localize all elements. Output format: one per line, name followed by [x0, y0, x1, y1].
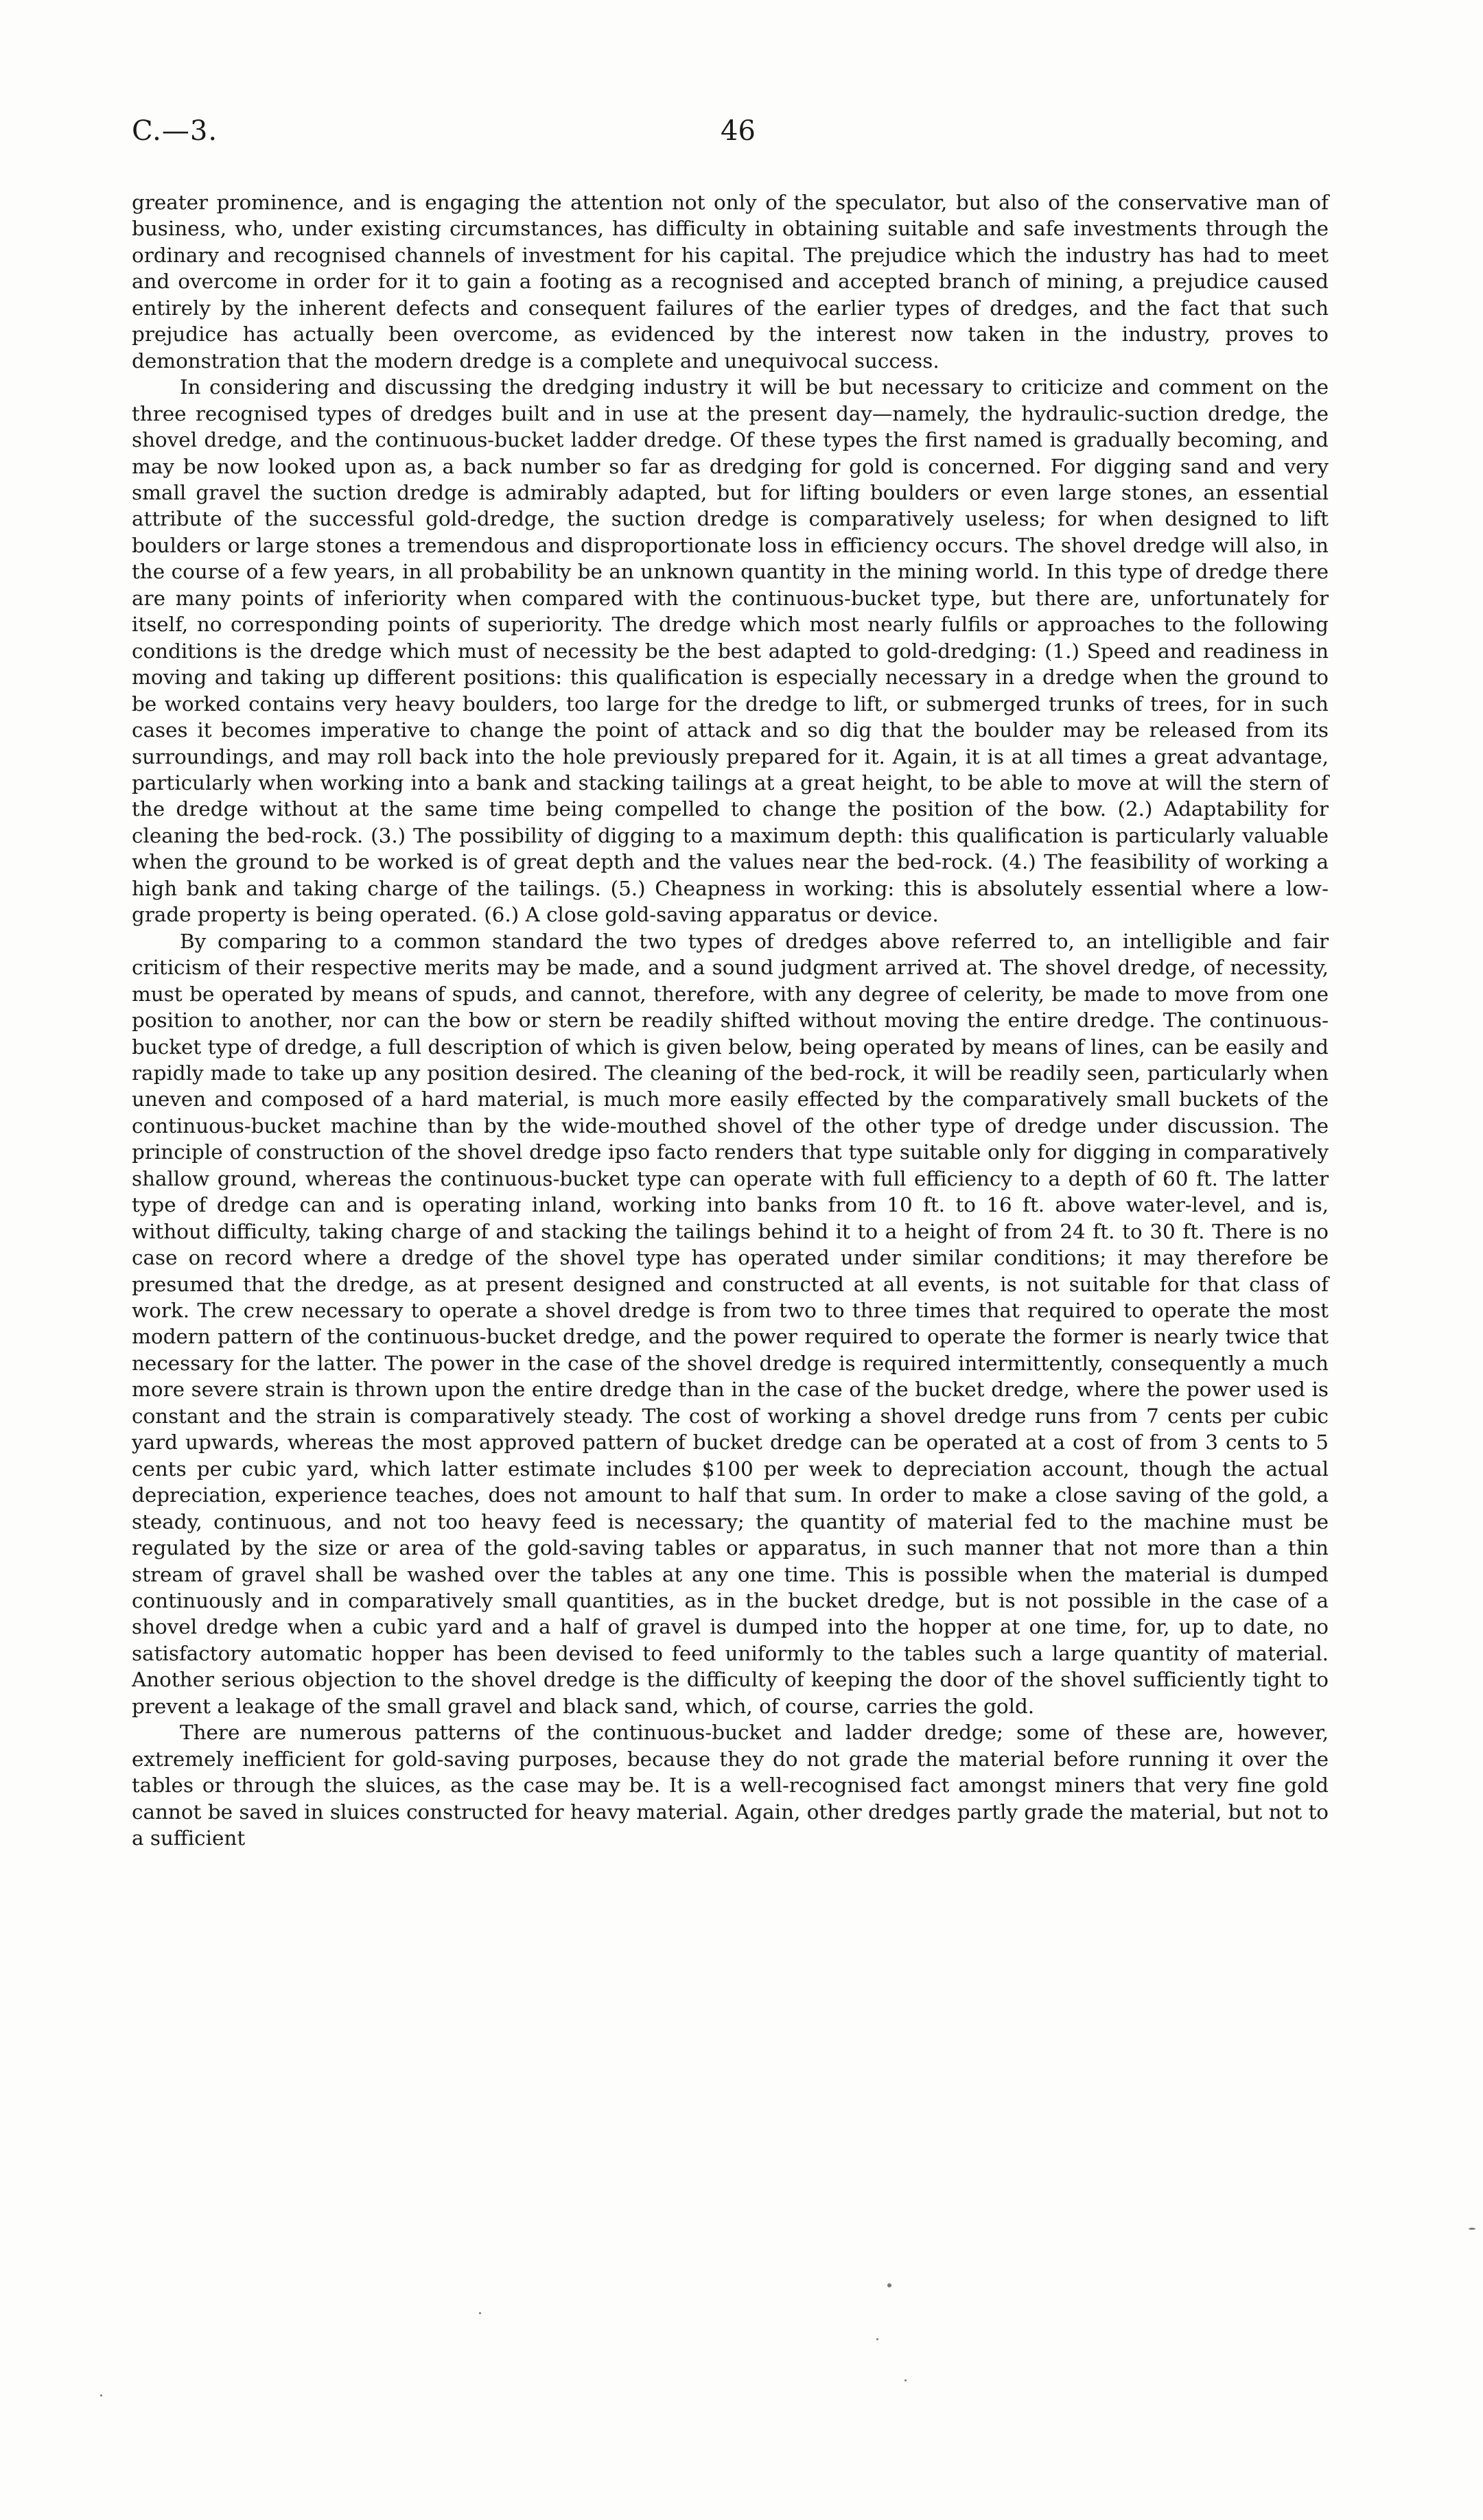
body-text [132, 189, 1329, 1852]
scan-speck [876, 2338, 878, 2340]
paragraph-dredge-types: In considering and discussing the dredging industry it will be but necessary to criticize and comment on the three recognised types of dredges built and in use at the present day—namely, the hydraulic-suction dredge, the shovel dredge, and the continuous-bucket ladder dredge. Of these types the first named is gradually becoming, and may be now looked upon as, a back number so far as dredging for gold is concerned. For digging sand and very small gravel the suction dredge is admirably adapted, but for lifting boulders or even large stones, an essential attribute of the successful gold-dredge, the suction dredge is comparatively useless; for when designed to lift boulders or large stones a tremendous and disproportionate loss in efficiency occurs. The shovel dredge will also, in the course of a few years, in all probability be an unknown quantity in the mining world. In this type of dredge there are many points of inferiority when compared with the continuous-bucket type, but there are, unfortunately for itself, no corresponding points of superiority. The dredge which most nearly fulfils or approaches to the following conditions is the dredge which must of necessity be the best adapted to gold-dredging: (1.) Speed and readiness in moving and taking up different positions: this qualification is especially necessary in a dredge when the ground to be worked contains very heavy boulders, too large for the dredge to lift, or submerged trunks of trees, for in such cases it becomes imperative to change the point of attack and so dig that the boulder may be released from its surroundings, and may roll back into the hole previously prepared for it. Again, it is at all times a great advantage, particularly when working into a bank and stacking tailings at a great height, to be able to move at will the stern of the dredge without at the same time being compelled to change the position of the bow. (2.) Adaptability for cleaning the bed-rock. (3.) The possibility of digging to a maximum depth: this qualification is particularly valuable when the ground to be worked is of great depth and the values near the bed-rock. (4.) The feasibility of working a high bank and taking charge of the tailings. (5.) Cheapness in working: this is absolutely essential where a low-grade property is being operated. (6.) A close gold-saving apparatus or device. [132, 375, 1329, 927]
paragraph-patterns: There are numerous patterns of the continuous-bucket and ladder dredge; some of these are, however, extremely inefficient for gold-saving purposes, because they do not grade the material before running it over the tables or through the sluices, as the case may be. It is a well-recognised fact amongst miners that very fine gold cannot be saved in sluices constructed for heavy material. Again, other dredges partly grade the material, but not to a sufficient [132, 1721, 1329, 1850]
paragraph-comparison: By comparing to a common standard the two types of dredges above referred to, an intelligible and fair criticism of their respective merits may be made, and a sound judgment arrived at. The shovel dredge, of necessity, must be operated by means of spuds, and cannot, therefore, with any degree of celerity, be made to move from one position to another, nor can the bow or stern be readily shifted without moving the entire dredge. The continuous-bucket type of dredge, a full description of which is given below, being operated by means of lines, can be easily and rapidly made to take up any position desired. The cleaning of the bed-rock, it will be readily seen, particularly when uneven and composed of a hard material, is much more easily effected by the comparatively small buckets of the continuous-bucket machine than by the wide-mouthed shovel of the other type of dredge under discussion. The principle of construction of the shovel dredge ipso facto renders that type suitable only for digging in comparatively shallow ground, whereas the continuous-bucket type can operate with full efficiency to a depth of 60 ft. The latter type of dredge can and is operating inland, working into banks from 10 ft. to 16 ft. above water-level, and is, without difficulty, taking charge of and stacking the tailings behind it to a height of from 24 ft. to 30 ft. There is no case on record where a dredge of the shovel type has operated under similar conditions; it may therefore be presumed that the dredge, as at present designed and constructed at all events, is not suitable for that class of work. The crew necessary to operate a shovel dredge is from two to three times that required to operate the most modern pattern of the continuous-bucket dredge, and the power required to operate the former is nearly twice that necessary for the latter. The power in the case of the shovel dredge is required intermittently, consequently a much more severe strain is thrown upon the entire dredge than in the case of the bucket dredge, where the power used is constant and the strain is comparatively steady. The cost of working a shovel dredge runs from 7 cents per cubic yard upwards, whereas the most approved pattern of bucket dredge can be operated at a cost of from 3 cents to 5 cents per cubic yard, which latter estimate includes $100 per week to depreciation account, though the actual depreciation, experience teaches, does not amount to half that sum. In order to make a close saving of the gold, a steady, continuous, and not too heavy feed is necessary; the quantity of material fed to the machine must be regulated by the size or area of the gold-saving tables or apparatus, in such manner that not more than a thin stream of gravel shall be washed over the tables at any one time. This is possible when the material is dumped continuously and in comparatively small quantities, as in the bucket dredge, but is not possible in the case of a shovel dredge when a cubic yard and a half of gravel is dumped into the hopper at one time, for, up to date, no satisfactory automatic hopper has been devised to feed uniformly to the tables such a large quantity of material. Another serious objection to the shovel dredge is the difficulty of keeping the door of the shovel sufficiently tight to prevent a leakage of the small gravel and black sand, which, of course, carries the gold. [132, 929, 1329, 1718]
scan-speck [887, 2283, 891, 2287]
scan-speck [100, 2394, 102, 2397]
scan-speck [904, 2379, 907, 2381]
page-header [132, 115, 1360, 163]
paragraph-continuation: greater prominence, and is engaging the attention not only of the speculator, but also of the conservative man of business, who, under existing circumstances, has difficulty in obtaining suitable and safe investments through the ordinary and recognised channels of investment for his capital. The prejudice which the industry has had to meet and overcome in order for it to gain a footing as a recognised and accepted branch of mining, a prejudice caused entirely by the inherent defects and consequent failures of the earlier types of dredges, and the fact that such prejudice has actually been overcome, as evidenced by the interest now taken in the industry, proves to demonstration that the modern dredge is a complete and unequivocal success. [132, 191, 1329, 373]
series-label: C.—3. [132, 115, 218, 147]
scan-speck [479, 2312, 481, 2314]
scan-speck [1469, 2228, 1475, 2230]
page-number: 46 [721, 115, 756, 147]
